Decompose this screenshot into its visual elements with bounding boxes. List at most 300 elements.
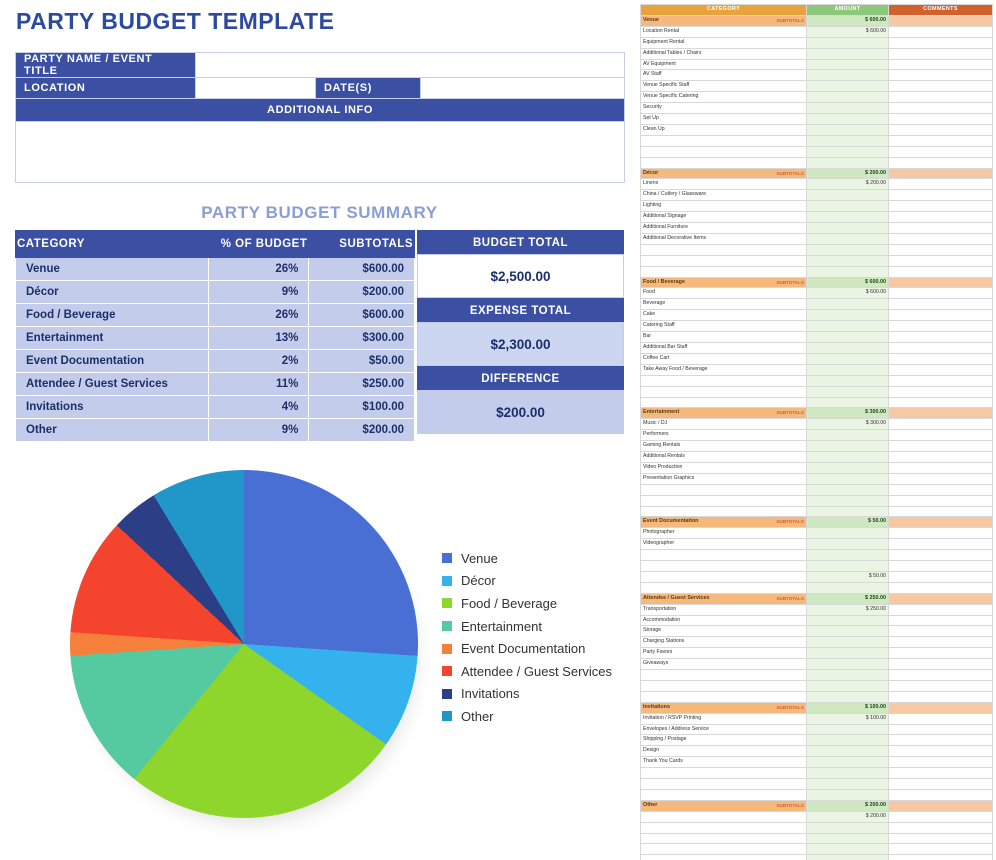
item-name[interactable] — [641, 844, 807, 855]
item-name[interactable] — [641, 255, 807, 266]
item-amount[interactable] — [807, 397, 889, 408]
item-comment[interactable] — [889, 789, 993, 800]
item-amount[interactable] — [807, 332, 889, 343]
item-amount[interactable] — [807, 157, 889, 168]
item-name[interactable] — [641, 135, 807, 146]
summary-percent: 11% — [208, 373, 309, 396]
item-amount[interactable] — [807, 201, 889, 212]
item-name[interactable] — [641, 571, 807, 582]
item-name[interactable]: AV Staff — [641, 70, 807, 81]
item-name[interactable]: Take Away Food / Beverage — [641, 364, 807, 375]
item-name[interactable]: Videographer — [641, 539, 807, 550]
item-amount[interactable] — [807, 462, 889, 473]
legend-swatch — [442, 598, 452, 608]
item-amount[interactable]: $ 100.00 — [807, 713, 889, 724]
item-amount[interactable] — [807, 266, 889, 277]
item-comment[interactable] — [889, 506, 993, 517]
item-amount[interactable] — [807, 855, 889, 860]
item-amount[interactable]: $ 600.00 — [807, 288, 889, 299]
item-name[interactable] — [641, 789, 807, 800]
summary-percent: 26% — [208, 304, 309, 327]
dates-input[interactable] — [421, 78, 625, 99]
item-name[interactable]: Equipment Rental — [641, 37, 807, 48]
item-comment[interactable] — [889, 648, 993, 659]
item-comment[interactable] — [889, 691, 993, 702]
worksheet-section-row — [641, 277, 993, 288]
item-name[interactable]: Charging Stations — [641, 637, 807, 648]
item-comment[interactable] — [889, 473, 993, 484]
item-amount[interactable]: $ 600.00 — [807, 26, 889, 37]
item-name[interactable]: Coffee Cart — [641, 353, 807, 364]
item-comment[interactable] — [889, 266, 993, 277]
item-amount[interactable] — [807, 615, 889, 626]
item-amount[interactable] — [807, 135, 889, 146]
item-name[interactable] — [641, 768, 807, 779]
item-comment[interactable] — [889, 484, 993, 495]
additional-info-input[interactable] — [16, 122, 625, 183]
item-name[interactable] — [641, 691, 807, 702]
item-comment[interactable] — [889, 811, 993, 822]
item-amount[interactable] — [807, 233, 889, 244]
worksheet-item-row — [641, 288, 993, 299]
worksheet-item-row — [641, 691, 993, 702]
item-amount[interactable] — [807, 321, 889, 332]
item-amount[interactable] — [807, 561, 889, 572]
item-name[interactable]: Venue Specific Catering — [641, 92, 807, 103]
item-name[interactable]: Additional Furniture — [641, 223, 807, 234]
item-comment[interactable] — [889, 59, 993, 70]
table-row — [16, 281, 415, 304]
item-name[interactable] — [641, 582, 807, 593]
section-comment[interactable] — [889, 800, 993, 811]
item-amount[interactable] — [807, 343, 889, 354]
item-name[interactable]: Location Rental — [641, 26, 807, 37]
dates-label: DATE(S) — [316, 78, 421, 99]
section-comment[interactable] — [889, 168, 993, 179]
item-comment[interactable] — [889, 680, 993, 691]
summary-category: Attendee / Guest Services — [16, 373, 209, 396]
legend-item — [442, 705, 612, 728]
item-comment[interactable] — [889, 768, 993, 779]
item-name[interactable]: Catering Staff — [641, 321, 807, 332]
worksheet-item-row — [641, 310, 993, 321]
item-name[interactable]: Presentation Graphics — [641, 473, 807, 484]
item-amount[interactable] — [807, 48, 889, 59]
item-amount[interactable]: $ 250.00 — [807, 604, 889, 615]
worksheet-item-row — [641, 81, 993, 92]
item-comment[interactable] — [889, 561, 993, 572]
item-name[interactable]: Video Production — [641, 462, 807, 473]
item-comment[interactable] — [889, 103, 993, 114]
section-subtotal: $ 250.00 — [807, 593, 889, 604]
item-name[interactable]: Music / DJ — [641, 419, 807, 430]
worksheet-item-row — [641, 201, 993, 212]
summary-category: Food / Beverage — [16, 304, 209, 327]
legend-label: Event Documentation — [461, 641, 586, 657]
section-comment[interactable] — [889, 593, 993, 604]
item-comment[interactable] — [889, 310, 993, 321]
item-comment[interactable] — [889, 201, 993, 212]
item-amount[interactable] — [807, 299, 889, 310]
item-comment[interactable] — [889, 386, 993, 397]
item-comment[interactable] — [889, 528, 993, 539]
table-row — [16, 304, 415, 327]
item-amount[interactable] — [807, 528, 889, 539]
item-name[interactable]: Additional Rentals — [641, 452, 807, 463]
item-name[interactable]: Bar — [641, 332, 807, 343]
item-name[interactable] — [641, 561, 807, 572]
item-amount[interactable] — [807, 353, 889, 364]
item-amount[interactable] — [807, 124, 889, 135]
item-comment[interactable] — [889, 713, 993, 724]
chart-legend — [442, 547, 612, 728]
worksheet-table — [640, 4, 993, 860]
item-amount[interactable] — [807, 386, 889, 397]
item-name[interactable] — [641, 811, 807, 822]
worksheet-item-row — [641, 713, 993, 724]
item-comment[interactable] — [889, 582, 993, 593]
worksheet-item-row — [641, 779, 993, 790]
section-comment[interactable] — [889, 277, 993, 288]
item-comment[interactable] — [889, 190, 993, 201]
section-name: Invitations SUBTOTALS — [641, 702, 807, 713]
worksheet-item-row — [641, 615, 993, 626]
item-comment[interactable] — [889, 244, 993, 255]
item-name[interactable]: Beverage — [641, 299, 807, 310]
worksheet-item-row — [641, 855, 993, 860]
legend-swatch — [442, 621, 452, 631]
item-amount[interactable] — [807, 255, 889, 266]
item-amount[interactable] — [807, 822, 889, 833]
item-amount[interactable]: $ 300.00 — [807, 419, 889, 430]
pie-wrapper — [70, 470, 430, 830]
item-name[interactable]: Additional Tables / Chairs — [641, 48, 807, 59]
item-amount[interactable] — [807, 375, 889, 386]
section-subtotal: $ 50.00 — [807, 517, 889, 528]
item-amount[interactable] — [807, 691, 889, 702]
item-comment[interactable] — [889, 822, 993, 833]
item-amount[interactable] — [807, 550, 889, 561]
worksheet-item-row — [641, 343, 993, 354]
summary-title: PARTY BUDGET SUMMARY — [201, 203, 438, 222]
worksheet-item-row — [641, 822, 993, 833]
item-comment[interactable] — [889, 135, 993, 146]
item-comment[interactable] — [889, 364, 993, 375]
worksheet-item-row — [641, 604, 993, 615]
worksheet-item-row — [641, 561, 993, 572]
item-name[interactable] — [641, 550, 807, 561]
item-name[interactable]: Shipping / Postage — [641, 735, 807, 746]
item-amount[interactable] — [807, 833, 889, 844]
item-comment[interactable] — [889, 212, 993, 223]
item-amount[interactable] — [807, 484, 889, 495]
item-amount[interactable] — [807, 244, 889, 255]
item-amount[interactable] — [807, 648, 889, 659]
item-amount[interactable]: $ 200.00 — [807, 811, 889, 822]
item-name[interactable] — [641, 375, 807, 386]
item-name[interactable]: Additional Signage — [641, 212, 807, 223]
item-name[interactable]: Additional Bar Staff — [641, 343, 807, 354]
budget-pie-chart — [30, 465, 630, 850]
item-name[interactable] — [641, 506, 807, 517]
item-amount[interactable] — [807, 789, 889, 800]
item-comment[interactable] — [889, 255, 993, 266]
item-comment[interactable] — [889, 288, 993, 299]
table-row — [16, 419, 415, 442]
section-subtotal: $ 300.00 — [807, 408, 889, 419]
section-subtotal: $ 200.00 — [807, 168, 889, 179]
item-amount[interactable] — [807, 626, 889, 637]
item-name[interactable]: Giveaways — [641, 659, 807, 670]
item-name[interactable]: Performers — [641, 430, 807, 441]
item-comment[interactable] — [889, 550, 993, 561]
section-subtotal: $ 100.00 — [807, 702, 889, 713]
budget-summary-table — [15, 230, 415, 442]
item-amount[interactable] — [807, 670, 889, 681]
item-name[interactable]: AV Equipment — [641, 59, 807, 70]
item-comment[interactable] — [889, 332, 993, 343]
item-comment[interactable] — [889, 48, 993, 59]
item-name[interactable]: Thank You Cards — [641, 757, 807, 768]
item-name[interactable]: Accommodation — [641, 615, 807, 626]
item-name[interactable] — [641, 386, 807, 397]
summary-category: Entertainment — [16, 327, 209, 350]
item-comment[interactable] — [889, 430, 993, 441]
item-name[interactable] — [641, 266, 807, 277]
item-name[interactable] — [641, 157, 807, 168]
item-comment[interactable] — [889, 495, 993, 506]
item-amount[interactable] — [807, 212, 889, 223]
item-amount[interactable] — [807, 779, 889, 790]
item-name[interactable] — [641, 146, 807, 157]
item-comment[interactable] — [889, 571, 993, 582]
page-title: PARTY BUDGET TEMPLATE — [16, 8, 335, 34]
worksheet-item-row — [641, 375, 993, 386]
worksheet-item-row — [641, 223, 993, 234]
item-amount[interactable] — [807, 659, 889, 670]
item-amount[interactable] — [807, 724, 889, 735]
legend-swatch — [442, 689, 452, 699]
worksheet-item-row — [641, 441, 993, 452]
item-name[interactable]: Set Up — [641, 114, 807, 125]
item-name[interactable]: Lighting — [641, 201, 807, 212]
item-comment[interactable] — [889, 114, 993, 125]
item-amount[interactable]: $ 50.00 — [807, 571, 889, 582]
legend-label: Food / Beverage — [461, 595, 558, 611]
item-name[interactable]: Invitation / RSVP Printing — [641, 713, 807, 724]
item-comment[interactable] — [889, 353, 993, 364]
item-amount[interactable] — [807, 473, 889, 484]
item-name[interactable]: Party Favors — [641, 648, 807, 659]
summary-percent: 13% — [208, 327, 309, 350]
item-comment[interactable] — [889, 441, 993, 452]
legend-item — [442, 592, 612, 615]
item-comment[interactable] — [889, 779, 993, 790]
worksheet-body — [641, 15, 993, 860]
item-name[interactable]: Linens — [641, 179, 807, 190]
item-comment[interactable] — [889, 833, 993, 844]
item-amount[interactable] — [807, 637, 889, 648]
section-comment[interactable] — [889, 408, 993, 419]
item-comment[interactable] — [889, 844, 993, 855]
legend-item — [442, 547, 612, 570]
item-name[interactable]: Food — [641, 288, 807, 299]
item-amount[interactable] — [807, 310, 889, 321]
section-name: Food / Beverage SUBTOTALS — [641, 277, 807, 288]
item-name[interactable]: Storage — [641, 626, 807, 637]
item-comment[interactable] — [889, 746, 993, 757]
item-amount[interactable]: $ 200.00 — [807, 179, 889, 190]
item-comment[interactable] — [889, 626, 993, 637]
table-row — [16, 373, 415, 396]
table-row — [16, 396, 415, 419]
worksheet-item-row — [641, 37, 993, 48]
item-comment[interactable] — [889, 604, 993, 615]
item-amount[interactable] — [807, 114, 889, 125]
item-amount[interactable] — [807, 430, 889, 441]
item-amount[interactable] — [807, 364, 889, 375]
item-amount[interactable] — [807, 81, 889, 92]
worksheet-item-row — [641, 746, 993, 757]
item-comment[interactable] — [889, 397, 993, 408]
item-comment[interactable] — [889, 321, 993, 332]
item-name[interactable]: Photographer — [641, 528, 807, 539]
item-name[interactable]: Venue Specific Staff — [641, 81, 807, 92]
item-comment[interactable] — [889, 81, 993, 92]
item-comment[interactable] — [889, 70, 993, 81]
item-amount[interactable] — [807, 70, 889, 81]
item-amount[interactable] — [807, 539, 889, 550]
item-amount[interactable] — [807, 223, 889, 234]
item-amount[interactable] — [807, 441, 889, 452]
item-comment[interactable] — [889, 233, 993, 244]
item-comment[interactable] — [889, 223, 993, 234]
item-comment[interactable] — [889, 659, 993, 670]
item-name[interactable]: Clean Up — [641, 124, 807, 135]
section-comment[interactable] — [889, 702, 993, 713]
item-amount[interactable] — [807, 452, 889, 463]
item-name[interactable]: Design — [641, 746, 807, 757]
item-amount[interactable] — [807, 680, 889, 691]
item-name[interactable]: Gaming Rentals — [641, 441, 807, 452]
item-amount[interactable] — [807, 746, 889, 757]
item-comment[interactable] — [889, 670, 993, 681]
worksheet-item-row — [641, 135, 993, 146]
summary-header-category: CATEGORY — [16, 231, 209, 258]
item-name[interactable] — [641, 397, 807, 408]
budget-worksheet — [640, 4, 992, 856]
item-comment[interactable] — [889, 735, 993, 746]
item-amount[interactable] — [807, 506, 889, 517]
table-row — [16, 327, 415, 350]
expense-total-value: $2,300.00 — [417, 322, 624, 366]
item-comment[interactable] — [889, 37, 993, 48]
summary-percent: 2% — [208, 350, 309, 373]
worksheet-item-row — [641, 484, 993, 495]
item-amount[interactable] — [807, 146, 889, 157]
summary-percent: 9% — [208, 281, 309, 304]
legend-swatch — [442, 553, 452, 563]
worksheet-item-row — [641, 92, 993, 103]
item-name[interactable] — [641, 484, 807, 495]
item-amount[interactable] — [807, 103, 889, 114]
totals-panel — [417, 230, 624, 434]
item-name[interactable]: Transportation — [641, 604, 807, 615]
item-comment[interactable] — [889, 26, 993, 37]
item-comment[interactable] — [889, 615, 993, 626]
item-amount[interactable] — [807, 582, 889, 593]
item-amount[interactable] — [807, 844, 889, 855]
summary-percent: 9% — [208, 419, 309, 442]
item-comment[interactable] — [889, 157, 993, 168]
worksheet-section-row — [641, 168, 993, 179]
item-comment[interactable] — [889, 92, 993, 103]
worksheet-item-row — [641, 26, 993, 37]
item-comment[interactable] — [889, 299, 993, 310]
item-name[interactable]: Cake — [641, 310, 807, 321]
item-amount[interactable] — [807, 735, 889, 746]
item-amount[interactable] — [807, 190, 889, 201]
summary-category: Invitations — [16, 396, 209, 419]
summary-subtotal: $600.00 — [309, 258, 415, 281]
worksheet-item-row — [641, 386, 993, 397]
item-name[interactable]: Additional Decorative Items — [641, 233, 807, 244]
party-name-input[interactable] — [196, 53, 625, 78]
location-input[interactable] — [196, 78, 316, 99]
item-comment[interactable] — [889, 375, 993, 386]
item-amount[interactable] — [807, 768, 889, 779]
item-comment[interactable] — [889, 724, 993, 735]
item-name[interactable] — [641, 244, 807, 255]
worksheet-item-row — [641, 735, 993, 746]
pie-graphic — [70, 470, 418, 818]
item-comment[interactable] — [889, 124, 993, 135]
item-comment[interactable] — [889, 855, 993, 860]
legend-item — [442, 637, 612, 660]
section-comment[interactable] — [889, 517, 993, 528]
item-name[interactable] — [641, 822, 807, 833]
item-amount[interactable] — [807, 757, 889, 768]
item-comment[interactable] — [889, 343, 993, 354]
item-name[interactable] — [641, 833, 807, 844]
item-amount[interactable] — [807, 59, 889, 70]
item-comment[interactable] — [889, 179, 993, 190]
item-name[interactable] — [641, 855, 807, 860]
item-name[interactable] — [641, 670, 807, 681]
worksheet-item-row — [641, 353, 993, 364]
item-comment[interactable] — [889, 462, 993, 473]
item-comment[interactable] — [889, 757, 993, 768]
item-comment[interactable] — [889, 146, 993, 157]
item-name[interactable] — [641, 680, 807, 691]
legend-label: Entertainment — [461, 618, 542, 634]
item-amount[interactable] — [807, 495, 889, 506]
item-amount[interactable] — [807, 37, 889, 48]
legend-item — [442, 660, 612, 683]
item-comment[interactable] — [889, 419, 993, 430]
item-comment[interactable] — [889, 539, 993, 550]
item-comment[interactable] — [889, 637, 993, 648]
item-name[interactable] — [641, 495, 807, 506]
item-name[interactable] — [641, 779, 807, 790]
worksheet-item-row — [641, 626, 993, 637]
item-comment[interactable] — [889, 452, 993, 463]
section-comment[interactable] — [889, 15, 993, 26]
item-amount[interactable] — [807, 92, 889, 103]
item-name[interactable]: Envelopes / Address Service — [641, 724, 807, 735]
item-name[interactable]: China / Cutlery / Glassware — [641, 190, 807, 201]
item-name[interactable]: Security — [641, 103, 807, 114]
